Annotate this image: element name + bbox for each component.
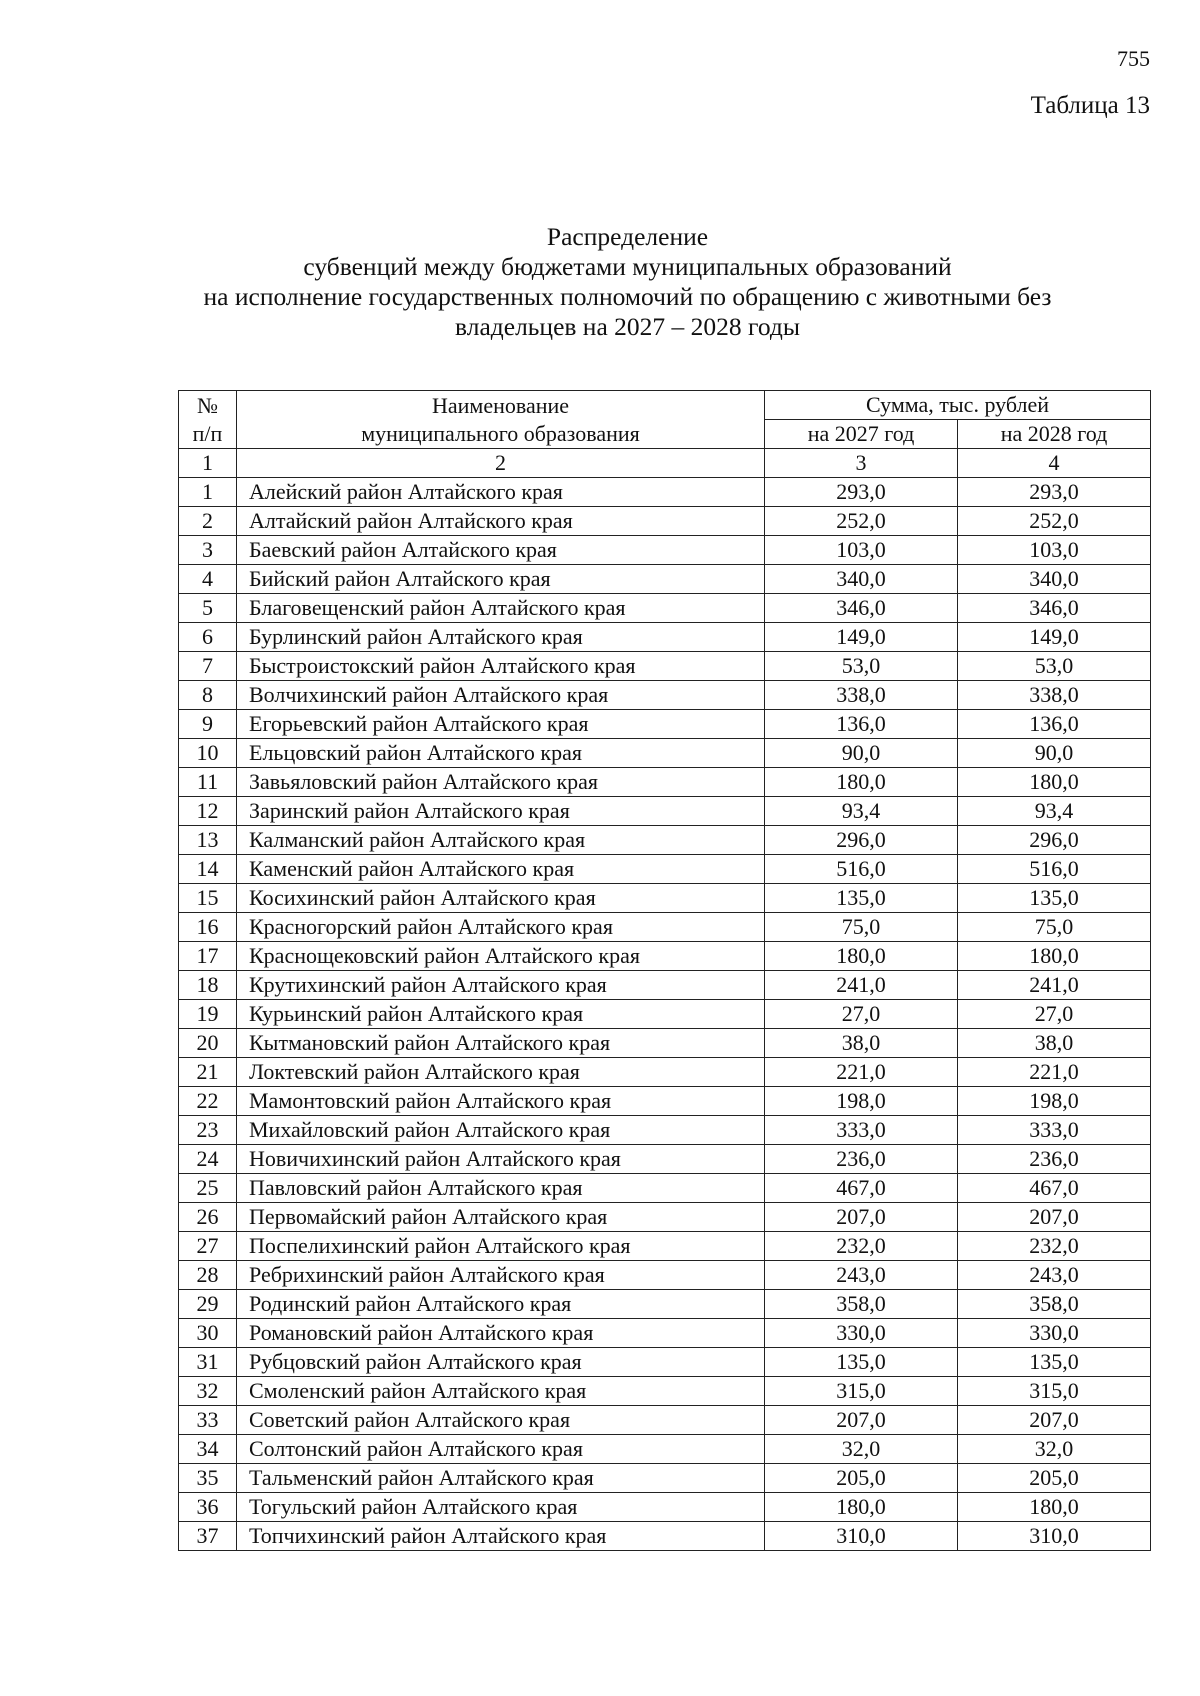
title-line: Распределение [546, 222, 709, 251]
table-row [179, 681, 1151, 710]
table-row [179, 1087, 1151, 1116]
amount-2027: 53,0 [765, 652, 958, 681]
municipality-name: Кытмановский район Алтайского края [237, 1029, 765, 1058]
amount-2027: 252,0 [765, 507, 958, 536]
amount-2028: 346,0 [958, 594, 1151, 623]
table-row [179, 855, 1151, 884]
row-number: 36 [179, 1493, 237, 1522]
amount-2028: 53,0 [958, 652, 1151, 681]
amount-2028: 467,0 [958, 1174, 1151, 1203]
amount-2027: 149,0 [765, 623, 958, 652]
table-row [179, 1261, 1151, 1290]
row-number: 33 [179, 1406, 237, 1435]
row-number: 17 [179, 942, 237, 971]
amount-2028: 198,0 [958, 1087, 1151, 1116]
amount-2028: 358,0 [958, 1290, 1151, 1319]
header-year-2027: на 2027 год [765, 420, 958, 449]
header-number-line2: п/п [192, 420, 223, 446]
amount-2027: 315,0 [765, 1377, 958, 1406]
municipality-name: Егорьевский район Алтайского края [237, 710, 765, 739]
table-row [179, 710, 1151, 739]
amount-2027: 346,0 [765, 594, 958, 623]
table-row [179, 768, 1151, 797]
amount-2028: 232,0 [958, 1232, 1151, 1261]
table-row [179, 1232, 1151, 1261]
row-number: 27 [179, 1232, 237, 1261]
amount-2027: 32,0 [765, 1435, 958, 1464]
amount-2028: 180,0 [958, 942, 1151, 971]
row-number: 3 [179, 536, 237, 565]
table-row [179, 1145, 1151, 1174]
municipality-name: Ребрихинский район Алтайского края [237, 1261, 765, 1290]
amount-2027: 232,0 [765, 1232, 958, 1261]
amount-2027: 207,0 [765, 1203, 958, 1232]
amount-2028: 75,0 [958, 913, 1151, 942]
amount-2027: 135,0 [765, 1348, 958, 1377]
row-number: 26 [179, 1203, 237, 1232]
header-name-line1: Наименование [431, 392, 570, 418]
amount-2028: 243,0 [958, 1261, 1151, 1290]
amount-2028: 205,0 [958, 1464, 1151, 1493]
municipality-name: Поспелихинский район Алтайского края [237, 1232, 765, 1261]
municipality-name: Быстроистокский район Алтайского края [237, 652, 765, 681]
amount-2028: 310,0 [958, 1522, 1151, 1551]
table-row [179, 971, 1151, 1000]
amount-2028: 136,0 [958, 710, 1151, 739]
municipality-name: Краснощековский район Алтайского края [237, 942, 765, 971]
amount-2028: 207,0 [958, 1203, 1151, 1232]
municipality-name: Тальменский район Алтайского края [237, 1464, 765, 1493]
table-row [179, 1348, 1151, 1377]
amount-2028: 221,0 [958, 1058, 1151, 1087]
row-number: 18 [179, 971, 237, 1000]
row-number: 11 [179, 768, 237, 797]
municipality-name: Смоленский район Алтайского края [237, 1377, 765, 1406]
municipality-name: Каменский район Алтайского края [237, 855, 765, 884]
municipality-name: Локтевский район Алтайского края [237, 1058, 765, 1087]
amount-2027: 236,0 [765, 1145, 958, 1174]
amount-2027: 243,0 [765, 1261, 958, 1290]
header-name [237, 391, 765, 449]
table-row [179, 942, 1151, 971]
table-row [179, 1377, 1151, 1406]
row-number: 23 [179, 1116, 237, 1145]
amount-2027: 340,0 [765, 565, 958, 594]
table-body [179, 478, 1151, 1551]
title-line: субвенций между бюджетами муниципальных образований [303, 252, 952, 281]
row-number: 25 [179, 1174, 237, 1203]
row-number: 21 [179, 1058, 237, 1087]
table-row [179, 739, 1151, 768]
header-name-line2: муниципального образования [361, 420, 640, 446]
table-label: Таблица 13 [1030, 92, 1150, 119]
table-row [179, 1116, 1151, 1145]
municipality-name: Солтонский район Алтайского края [237, 1435, 765, 1464]
municipality-name: Заринский район Алтайского края [237, 797, 765, 826]
amount-2027: 221,0 [765, 1058, 958, 1087]
amount-2028: 27,0 [958, 1000, 1151, 1029]
amount-2027: 136,0 [765, 710, 958, 739]
header-number [179, 391, 237, 449]
amount-2027: 207,0 [765, 1406, 958, 1435]
amount-2027: 27,0 [765, 1000, 958, 1029]
amount-2028: 340,0 [958, 565, 1151, 594]
table-row [179, 565, 1151, 594]
row-number: 30 [179, 1319, 237, 1348]
amount-2028: 103,0 [958, 536, 1151, 565]
amount-2027: 330,0 [765, 1319, 958, 1348]
amount-2028: 338,0 [958, 681, 1151, 710]
row-number: 28 [179, 1261, 237, 1290]
row-number: 7 [179, 652, 237, 681]
amount-2028: 32,0 [958, 1435, 1151, 1464]
amount-2028: 252,0 [958, 507, 1151, 536]
row-number: 37 [179, 1522, 237, 1551]
row-number: 10 [179, 739, 237, 768]
amount-2028: 333,0 [958, 1116, 1151, 1145]
amount-2027: 180,0 [765, 768, 958, 797]
table-row [179, 1435, 1151, 1464]
municipality-name: Волчихинский район Алтайского края [237, 681, 765, 710]
amount-2027: 338,0 [765, 681, 958, 710]
table-row [179, 1203, 1151, 1232]
amount-2027: 358,0 [765, 1290, 958, 1319]
row-number: 22 [179, 1087, 237, 1116]
municipality-name: Благовещенский район Алтайского края [237, 594, 765, 623]
column-number: 4 [958, 449, 1151, 478]
municipality-name: Завьяловский район Алтайского края [237, 768, 765, 797]
municipality-name: Топчихинский район Алтайского края [237, 1522, 765, 1551]
row-number: 20 [179, 1029, 237, 1058]
column-number: 1 [179, 449, 237, 478]
municipality-name: Баевский район Алтайского края [237, 536, 765, 565]
page-number: 755 [1117, 46, 1150, 71]
municipality-name: Калманский район Алтайского края [237, 826, 765, 855]
amount-2028: 293,0 [958, 478, 1151, 507]
row-number: 13 [179, 826, 237, 855]
row-number: 14 [179, 855, 237, 884]
table-header [179, 391, 1151, 478]
municipality-name: Мамонтовский район Алтайского края [237, 1087, 765, 1116]
municipality-name: Крутихинский район Алтайского края [237, 971, 765, 1000]
row-number: 5 [179, 594, 237, 623]
amount-2028: 236,0 [958, 1145, 1151, 1174]
row-number: 35 [179, 1464, 237, 1493]
amount-2028: 207,0 [958, 1406, 1151, 1435]
row-number: 24 [179, 1145, 237, 1174]
municipality-name: Советский район Алтайского края [237, 1406, 765, 1435]
municipality-name: Михайловский район Алтайского края [237, 1116, 765, 1145]
row-number: 1 [179, 478, 237, 507]
amount-2028: 516,0 [958, 855, 1151, 884]
amount-2027: 38,0 [765, 1029, 958, 1058]
municipality-name: Рубцовский район Алтайского края [237, 1348, 765, 1377]
document-title [175, 222, 1080, 342]
amount-2028: 180,0 [958, 1493, 1151, 1522]
column-numbers-row [179, 449, 1151, 478]
municipality-name: Тогульский район Алтайского края [237, 1493, 765, 1522]
table-row [179, 623, 1151, 652]
amount-2027: 180,0 [765, 942, 958, 971]
table-row [179, 826, 1151, 855]
amount-2027: 198,0 [765, 1087, 958, 1116]
amount-2028: 296,0 [958, 826, 1151, 855]
row-number: 16 [179, 913, 237, 942]
municipality-name: Курьинский район Алтайского края [237, 1000, 765, 1029]
table-row [179, 1000, 1151, 1029]
municipality-name: Косихинский район Алтайского края [237, 884, 765, 913]
municipality-name: Родинский район Алтайского края [237, 1290, 765, 1319]
table-row [179, 1290, 1151, 1319]
amount-2028: 90,0 [958, 739, 1151, 768]
table-row [179, 652, 1151, 681]
title-line: на исполнение государственных полномочий по обращению с животными без [203, 282, 1052, 311]
amount-2028: 93,4 [958, 797, 1151, 826]
distribution-table [178, 390, 1151, 1551]
municipality-name: Новичихинский район Алтайского края [237, 1145, 765, 1174]
amount-2028: 180,0 [958, 768, 1151, 797]
row-number: 2 [179, 507, 237, 536]
amount-2027: 516,0 [765, 855, 958, 884]
row-number: 15 [179, 884, 237, 913]
row-number: 4 [179, 565, 237, 594]
amount-2027: 205,0 [765, 1464, 958, 1493]
amount-2027: 180,0 [765, 1493, 958, 1522]
column-number: 2 [237, 449, 765, 478]
amount-2028: 241,0 [958, 971, 1151, 1000]
municipality-name: Алейский район Алтайского края [237, 478, 765, 507]
municipality-name: Бурлинский район Алтайского края [237, 623, 765, 652]
header-year-2028: на 2028 год [958, 420, 1151, 449]
amount-2027: 293,0 [765, 478, 958, 507]
municipality-name: Павловский район Алтайского края [237, 1174, 765, 1203]
row-number: 29 [179, 1290, 237, 1319]
amount-2027: 90,0 [765, 739, 958, 768]
amount-2027: 93,4 [765, 797, 958, 826]
amount-2028: 149,0 [958, 623, 1151, 652]
table-row [179, 478, 1151, 507]
table-row [179, 1406, 1151, 1435]
amount-2028: 135,0 [958, 884, 1151, 913]
municipality-name: Романовский район Алтайского края [237, 1319, 765, 1348]
amount-2027: 75,0 [765, 913, 958, 942]
table-row [179, 1464, 1151, 1493]
amount-2028: 330,0 [958, 1319, 1151, 1348]
table-row [179, 1058, 1151, 1087]
table-row [179, 1174, 1151, 1203]
header-sum: Сумма, тыс. рублей [765, 391, 1151, 420]
municipality-name: Первомайский район Алтайского края [237, 1203, 765, 1232]
amount-2027: 333,0 [765, 1116, 958, 1145]
municipality-name: Красногорский район Алтайского края [237, 913, 765, 942]
amount-2028: 38,0 [958, 1029, 1151, 1058]
amount-2028: 315,0 [958, 1377, 1151, 1406]
table-row [179, 507, 1151, 536]
table-row [179, 594, 1151, 623]
municipality-name: Алтайский район Алтайского края [237, 507, 765, 536]
municipality-name: Бийский район Алтайского края [237, 565, 765, 594]
header-number-line1: № [197, 392, 218, 418]
row-number: 34 [179, 1435, 237, 1464]
table-row [179, 884, 1151, 913]
table-row [179, 536, 1151, 565]
municipality-name: Ельцовский район Алтайского края [237, 739, 765, 768]
row-number: 31 [179, 1348, 237, 1377]
amount-2027: 467,0 [765, 1174, 958, 1203]
table-row [179, 1029, 1151, 1058]
row-number: 8 [179, 681, 237, 710]
amount-2028: 135,0 [958, 1348, 1151, 1377]
title-line: владельцев на 2027 – 2028 годы [455, 312, 800, 341]
row-number: 9 [179, 710, 237, 739]
table-row [179, 797, 1151, 826]
column-number: 3 [765, 449, 958, 478]
table-row [179, 913, 1151, 942]
amount-2027: 296,0 [765, 826, 958, 855]
row-number: 6 [179, 623, 237, 652]
amount-2027: 310,0 [765, 1522, 958, 1551]
table-row [179, 1319, 1151, 1348]
amount-2027: 103,0 [765, 536, 958, 565]
row-number: 32 [179, 1377, 237, 1406]
amount-2027: 241,0 [765, 971, 958, 1000]
row-number: 12 [179, 797, 237, 826]
table-row [179, 1522, 1151, 1551]
row-number: 19 [179, 1000, 237, 1029]
table-row [179, 1493, 1151, 1522]
amount-2027: 135,0 [765, 884, 958, 913]
